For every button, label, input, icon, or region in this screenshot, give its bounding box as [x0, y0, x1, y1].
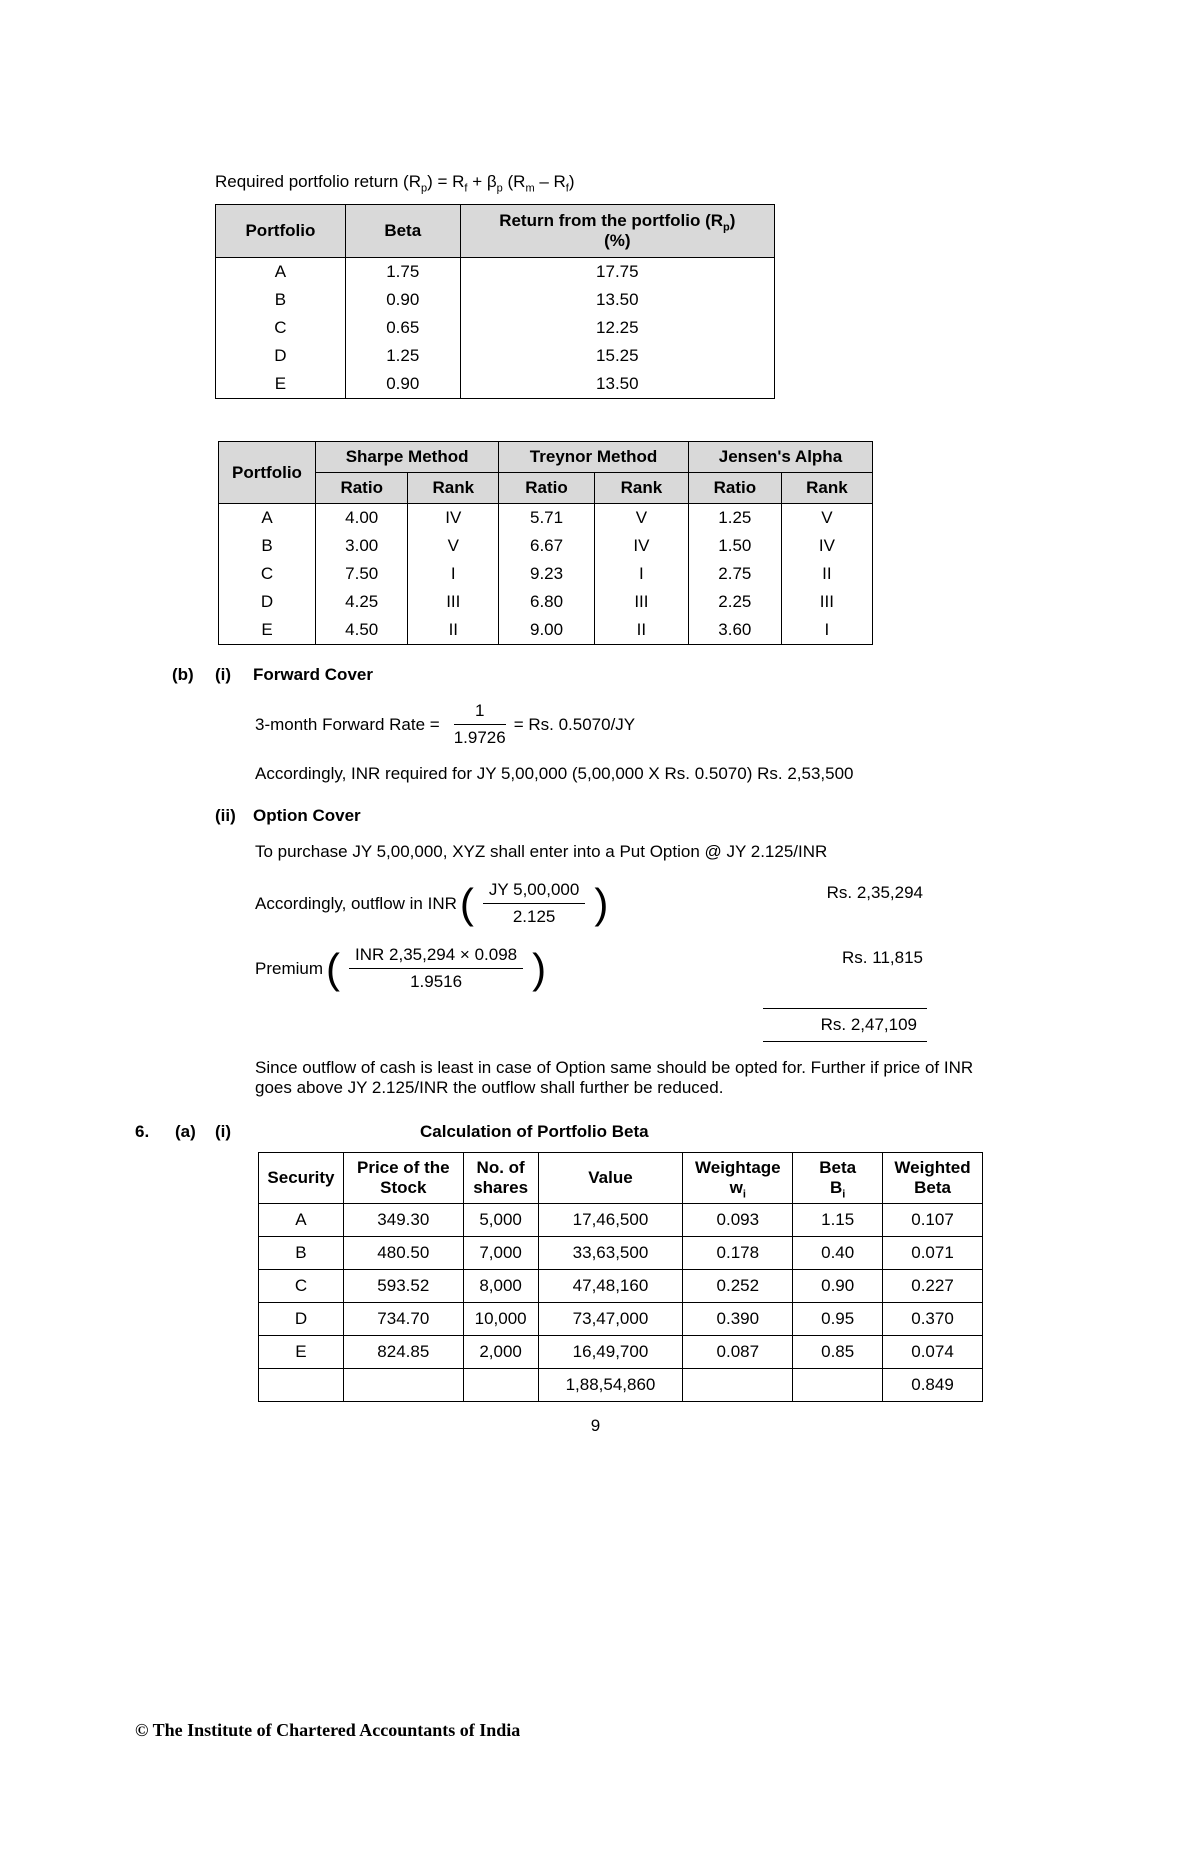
table-cell: 73,47,000 — [538, 1303, 683, 1336]
header-text: B — [829, 1178, 843, 1197]
table-cell: 47,48,160 — [538, 1270, 683, 1303]
empty-cell — [259, 1369, 344, 1402]
table-cell: 1.25 — [345, 342, 460, 370]
close-paren: ) — [532, 944, 547, 992]
formula-text: (R — [502, 172, 526, 191]
header-text: w — [729, 1178, 743, 1197]
fraction-numerator: 1 — [454, 701, 506, 725]
fraction-denominator: 1.9516 — [410, 972, 463, 991]
table-cell: 0.90 — [793, 1270, 883, 1303]
conclusion-text: Since outflow of cash is least in case of Option same should be opted for. Further if price of INR goes above JY 2.125/INR the outflow shall further be reduced. — [255, 1058, 974, 1097]
table-cell: I — [781, 616, 872, 645]
table-cell: I — [594, 560, 688, 588]
table-cell: IV — [594, 532, 688, 560]
outflow-row — [255, 880, 923, 927]
formula-text: ) — [568, 172, 575, 191]
option-intro-text: To purchase JY 5,00,000, XYZ shall enter into a Put Option @ JY 2.125/INR — [255, 842, 828, 861]
table-cell: 4.25 — [316, 588, 408, 616]
table-row — [259, 1237, 983, 1270]
table-cell: D — [219, 588, 316, 616]
formula-text: Required portfolio return (R — [215, 172, 421, 191]
table-row — [216, 286, 775, 314]
table-cell: 9.00 — [499, 616, 595, 645]
table-cell: 3.00 — [316, 532, 408, 560]
total-value-cell: 1,88,54,860 — [538, 1369, 683, 1402]
table3-header-value: Value — [538, 1153, 683, 1204]
table1-header-return — [460, 205, 774, 258]
forward-rate-result: = Rs. 0.5070/JY — [513, 714, 636, 734]
table-cell: 17,46,500 — [538, 1204, 683, 1237]
table-cell: III — [594, 588, 688, 616]
table-cell: 4.00 — [316, 504, 408, 533]
section-6-heading — [135, 1122, 1191, 1142]
table-total-row — [259, 1369, 983, 1402]
formula-text: ) = R — [427, 172, 465, 191]
ranking-methods-table — [218, 441, 873, 645]
table-cell: D — [259, 1303, 344, 1336]
table-row — [259, 1270, 983, 1303]
table-row — [216, 314, 775, 342]
table2-header-sharpe: Sharpe Method — [316, 442, 499, 473]
close-paren: ) — [594, 879, 609, 927]
table-cell: II — [408, 616, 499, 645]
section-i-label: (i) — [215, 1122, 232, 1141]
table-cell: A — [259, 1204, 344, 1237]
premium-fraction — [349, 945, 523, 992]
table-cell: 349.30 — [343, 1204, 463, 1237]
subscript: p — [496, 182, 503, 195]
table-cell: B — [216, 286, 346, 314]
table-cell: II — [594, 616, 688, 645]
copyright-footer: © The Institute of Chartered Accountants of India — [135, 1720, 521, 1740]
portfolio-beta-title: Calculation of Portfolio Beta — [420, 1122, 649, 1141]
table-cell: 4.50 — [316, 616, 408, 645]
table-cell: 0.071 — [883, 1237, 983, 1270]
table2-header-portfolio: Portfolio — [219, 442, 316, 504]
table3-header-security: Security — [259, 1153, 344, 1204]
section-ii-label: (ii) — [215, 806, 236, 825]
table-cell: 0.093 — [683, 1204, 793, 1237]
outflow-amount: Rs. 2,35,294 — [826, 883, 923, 902]
table-cell: III — [408, 588, 499, 616]
table-row — [216, 342, 775, 370]
table-cell: 2.75 — [688, 560, 781, 588]
table-cell: 0.90 — [345, 370, 460, 399]
table-row — [216, 258, 775, 287]
page-number: 9 — [590, 1416, 601, 1435]
section-a-label: (a) — [175, 1122, 196, 1141]
forward-rate-fraction — [454, 701, 506, 748]
header-text: Weightage — [695, 1158, 781, 1177]
subscript: p — [420, 182, 428, 195]
outflow-fraction — [483, 880, 585, 927]
document-page — [0, 172, 1191, 1855]
table-cell: III — [781, 588, 872, 616]
table2-header-ratio: Ratio — [499, 473, 595, 504]
table-cell: 8,000 — [463, 1270, 538, 1303]
table-row — [216, 370, 775, 399]
table1-header-portfolio: Portfolio — [216, 205, 346, 258]
section-i-label: (i) — [215, 665, 232, 684]
table-row — [259, 1204, 983, 1237]
header-text: Return from the portfolio (R — [499, 211, 724, 230]
table-cell: B — [219, 532, 316, 560]
fraction-numerator: INR 2,35,294 × 0.098 — [349, 945, 523, 969]
table-cell: 480.50 — [343, 1237, 463, 1270]
table-cell: 9.23 — [499, 560, 595, 588]
table-cell: 824.85 — [343, 1336, 463, 1369]
subscript: i — [742, 1188, 746, 1201]
portfolio-return-table — [215, 204, 775, 399]
table-cell: 1.75 — [345, 258, 460, 287]
table-cell: 0.252 — [683, 1270, 793, 1303]
table3-header-weighted-beta: Weighted Beta — [883, 1153, 983, 1204]
table-cell: 0.227 — [883, 1270, 983, 1303]
table-cell: E — [259, 1336, 344, 1369]
table-row — [219, 560, 873, 588]
table2-header-rank: Rank — [594, 473, 688, 504]
table-row — [219, 504, 873, 533]
question-number: 6. — [135, 1122, 150, 1141]
table-cell: A — [216, 258, 346, 287]
table-row — [259, 1336, 983, 1369]
table-cell: 16,49,700 — [538, 1336, 683, 1369]
table-cell: 6.67 — [499, 532, 595, 560]
table2-header-jensen: Jensen's Alpha — [688, 442, 872, 473]
table-cell: 0.178 — [683, 1237, 793, 1270]
table-cell: 1.15 — [793, 1204, 883, 1237]
empty-cell — [463, 1369, 538, 1402]
table-cell: 0.087 — [683, 1336, 793, 1369]
table-cell: 0.390 — [683, 1303, 793, 1336]
table-cell: 5.71 — [499, 504, 595, 533]
outflow-label: Accordingly, outflow in INR — [255, 893, 457, 913]
table-cell: 0.40 — [793, 1237, 883, 1270]
header-text: ) — [729, 211, 736, 230]
table-cell: 2,000 — [463, 1336, 538, 1369]
table-cell: 0.95 — [793, 1303, 883, 1336]
table-cell: 13.50 — [460, 286, 774, 314]
table3-header-weightage — [683, 1153, 793, 1204]
premium-label: Premium — [255, 958, 324, 978]
table-cell: 0.107 — [883, 1204, 983, 1237]
subscript: i — [842, 1188, 846, 1201]
option-cover-title: Option Cover — [253, 806, 361, 825]
table2-header-rank: Rank — [781, 473, 872, 504]
premium-amount: Rs. 11,815 — [842, 948, 923, 967]
subscript: f — [565, 182, 569, 195]
fraction-denominator: 1.9726 — [453, 728, 506, 747]
formula-text: + β — [467, 172, 497, 191]
header-text: Beta — [819, 1158, 857, 1177]
table-cell: 7.50 — [316, 560, 408, 588]
table-cell: 5,000 — [463, 1204, 538, 1237]
section-b-i-heading — [172, 665, 1191, 685]
forward-rate-line — [255, 701, 1191, 748]
table1-header-beta: Beta — [345, 205, 460, 258]
total-outflow-amount: Rs. 2,47,109 — [763, 1008, 927, 1042]
table-cell: 1.25 — [688, 504, 781, 533]
table-cell: 12.25 — [460, 314, 774, 342]
table-cell: C — [219, 560, 316, 588]
empty-cell — [343, 1369, 463, 1402]
table-cell: 0.85 — [793, 1336, 883, 1369]
table-cell: E — [219, 616, 316, 645]
table-cell: A — [219, 504, 316, 533]
table-cell: 10,000 — [463, 1303, 538, 1336]
fraction-denominator: 2.125 — [512, 907, 556, 926]
empty-cell — [793, 1369, 883, 1402]
table-cell: 3.60 — [688, 616, 781, 645]
table2-header-rank: Rank — [408, 473, 499, 504]
table-cell: 0.90 — [345, 286, 460, 314]
table-cell: 2.25 — [688, 588, 781, 616]
header-text: (%) — [604, 231, 631, 250]
table-cell: C — [216, 314, 346, 342]
table-cell: E — [216, 370, 346, 399]
table2-header-ratio: Ratio — [316, 473, 408, 504]
table2-header-treynor: Treynor Method — [499, 442, 689, 473]
table-cell: 1.50 — [688, 532, 781, 560]
table3-header-beta — [793, 1153, 883, 1204]
open-paren: ( — [326, 944, 341, 992]
table-cell: 0.65 — [345, 314, 460, 342]
table-cell: 13.50 — [460, 370, 774, 399]
table-cell: V — [594, 504, 688, 533]
table-cell: 15.25 — [460, 342, 774, 370]
table-cell: 593.52 — [343, 1270, 463, 1303]
table-cell: V — [781, 504, 872, 533]
table-cell: V — [408, 532, 499, 560]
required-return-formula — [215, 172, 1191, 195]
empty-cell — [683, 1369, 793, 1402]
table-cell: 6.80 — [499, 588, 595, 616]
formula-text: – R — [534, 172, 566, 191]
subscript: m — [525, 182, 535, 195]
fraction-numerator: JY 5,00,000 — [483, 880, 585, 904]
section-b-ii-heading — [215, 806, 1191, 826]
table-row — [219, 588, 873, 616]
total-outflow-row — [255, 1008, 927, 1042]
table-row — [259, 1303, 983, 1336]
portfolio-beta-table — [258, 1152, 983, 1402]
table-cell: II — [781, 560, 872, 588]
table-cell: D — [216, 342, 346, 370]
subscript: f — [464, 182, 468, 195]
table3-header-price: Price of the Stock — [343, 1153, 463, 1204]
table-cell: 7,000 — [463, 1237, 538, 1270]
table-cell: 734.70 — [343, 1303, 463, 1336]
table-cell: IV — [408, 504, 499, 533]
premium-row — [255, 945, 923, 992]
table-cell: 0.074 — [883, 1336, 983, 1369]
table-cell: I — [408, 560, 499, 588]
table-row — [219, 532, 873, 560]
table2-header-ratio: Ratio — [688, 473, 781, 504]
open-paren: ( — [459, 879, 474, 927]
table-row — [219, 616, 873, 645]
forward-cover-title: Forward Cover — [253, 665, 373, 684]
table-cell: C — [259, 1270, 344, 1303]
table-cell: IV — [781, 532, 872, 560]
subscript: p — [723, 221, 730, 234]
table-cell: 17.75 — [460, 258, 774, 287]
table-cell: 33,63,500 — [538, 1237, 683, 1270]
total-weighted-beta-cell: 0.849 — [883, 1369, 983, 1402]
table-cell: 0.370 — [883, 1303, 983, 1336]
table-cell: B — [259, 1237, 344, 1270]
table3-header-shares: No. of shares — [463, 1153, 538, 1204]
section-b-label: (b) — [172, 665, 194, 684]
inr-required-text: Accordingly, INR required for JY 5,00,000 (5,00,000 X Rs. 0.5070) Rs. 2,53,500 — [255, 764, 854, 783]
forward-rate-prefix: 3-month Forward Rate = — [255, 714, 440, 734]
